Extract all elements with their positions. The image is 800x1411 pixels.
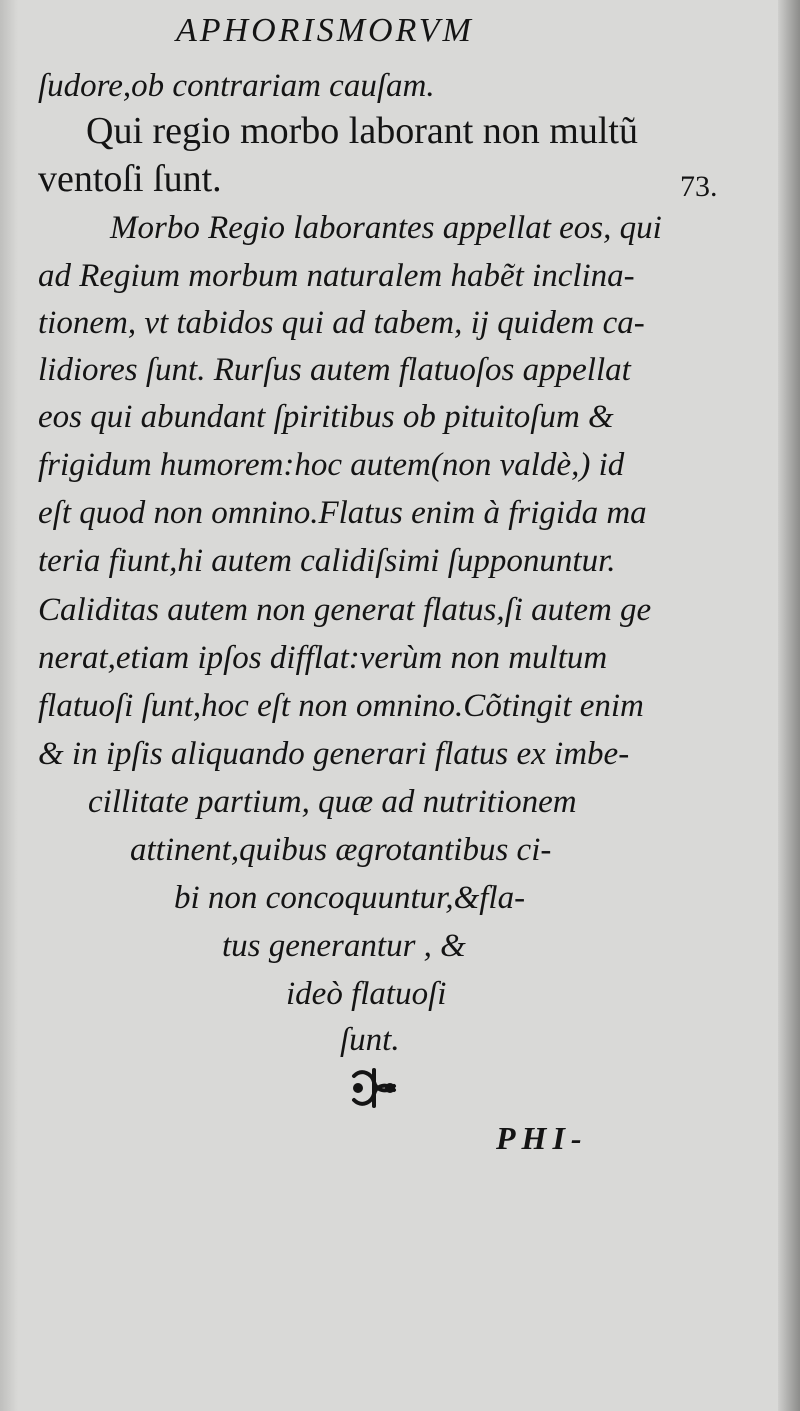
commentary-line: ſunt. [340,1022,400,1058]
running-head: APHORISMORVM [176,12,474,49]
aphorism-line: ventoſi ſunt. [38,158,222,200]
commentary-line: Morbo Regio laborantes appellat eos, qui [110,210,662,246]
commentary-line: tus generantur , & [222,928,466,964]
commentary-line: frigidum humorem:hoc autem(non valdè,) id [38,447,625,483]
commentary-line: nerat,etiam ipſos difflat:verùm non multum [38,640,608,676]
aphorism-line: Qui regio morbo laborant non multũ [86,110,638,152]
commentary-line: flatuoſi ſunt,hoc eſt non omnino.Cõtingit enim [38,688,644,724]
text-line: ſudore,ob contrariam cauſam. [38,68,435,104]
commentary-line: & in ipſis aliquando generari flatus ex imbe- [38,736,630,772]
commentary-line: ad Regium morbum naturalem habẽt inclina- [38,258,635,294]
commentary-line: eos qui abundant ſpiritibus ob pituitoſum & [38,399,614,435]
commentary-line: tionem, vt tabidos qui ad tabem, ij quidem ca- [38,305,645,341]
commentary-line: lidiores ſunt. Rurſus autem flatuoſos appellat [38,352,631,388]
fleuron-ornament-icon [348,1066,400,1110]
commentary-line: attinent,quibus ægrotantibus ci- [130,832,552,868]
commentary-line: bi non concoquuntur,&fla- [174,880,526,916]
catchword: PHI- [496,1120,588,1156]
page-edge [778,0,800,1411]
commentary-line: Caliditas autem non generat flatus,ſi autem ge [38,592,652,628]
commentary-line: cillitate partium, quæ ad nutritionem [88,784,577,820]
commentary-line: teria fiunt,hi autem calidiſsimi ſupponuntur. [38,543,616,579]
gutter-shadow [0,0,18,1411]
commentary-line: ideò flatuoſi [286,976,447,1012]
commentary-line: eſt quod non omnino.Flatus enim à frigida ma [38,495,647,531]
aphorism-number: 73. [680,170,718,203]
